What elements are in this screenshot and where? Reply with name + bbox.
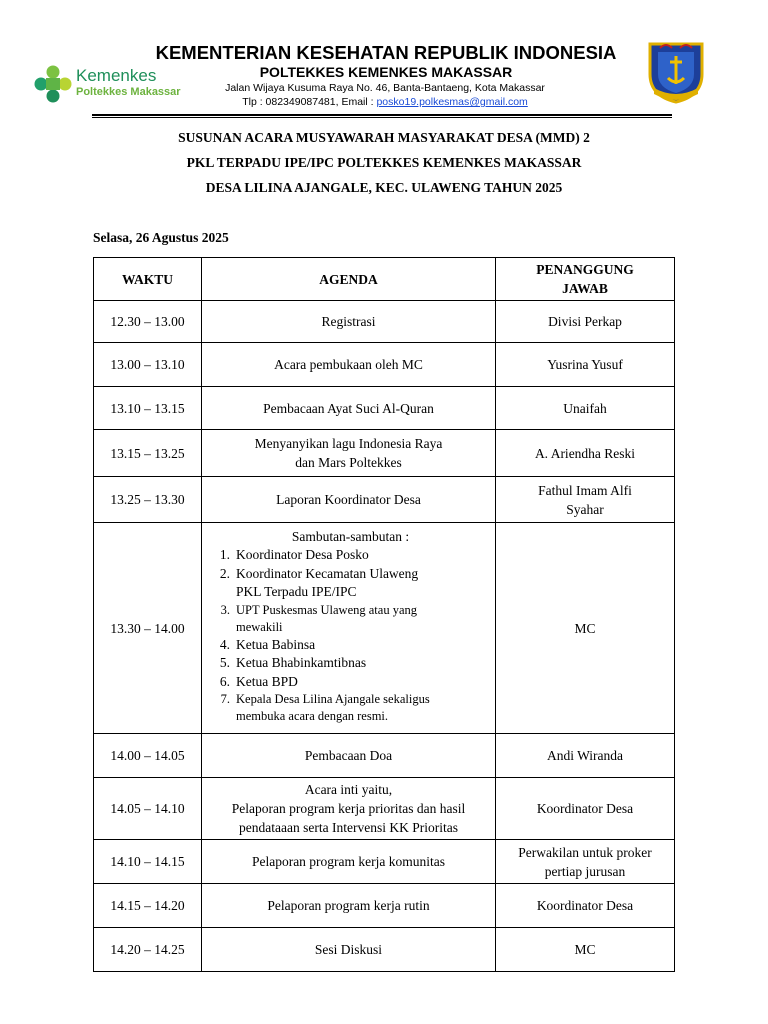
agenda-cell: Sesi Diskusi <box>202 928 496 972</box>
pic-cell: A. Ariendha Reski <box>496 430 675 477</box>
header-pic-line-2: JAWAB <box>562 281 608 296</box>
pic-cell: Unaifah <box>496 387 675 430</box>
header-pic-line-1: PENANGGUNG <box>536 262 634 277</box>
letterhead-rule-thin <box>92 117 672 118</box>
kemenkes-cross-icon <box>32 64 74 104</box>
list-item <box>210 636 491 655</box>
document-title-line-2: PKL TERPADU IPE/IPC POLTEKKES KEMENKES MAKASSAR <box>186 155 582 170</box>
pic-cell: Koordinator Desa <box>496 884 675 928</box>
agenda-cell: Laporan Koordinator Desa <box>202 477 496 523</box>
agenda-cell <box>202 430 496 477</box>
list-text: mewakili <box>236 619 283 634</box>
sambutan-list <box>210 546 491 725</box>
header-agenda: AGENDA <box>202 258 496 301</box>
agenda-cell: Pelaporan program kerja komunitas <box>202 840 496 884</box>
event-date: Selasa, 26 Agustus 2025 <box>93 230 229 245</box>
list-text: Ketua BPD <box>236 673 298 689</box>
time-cell: 12.30 – 13.00 <box>94 301 202 343</box>
time-cell: 13.00 – 13.10 <box>94 343 202 387</box>
institution-address: Jalan Wijaya Kusuma Raya No. 46, Banta-Bantaeng, Kota Makassar <box>225 82 545 94</box>
pic-cell: Andi Wiranda <box>496 734 675 778</box>
table-row <box>94 884 675 928</box>
time-cell: 13.30 – 14.00 <box>94 523 202 734</box>
letterhead-rule-thick <box>92 114 672 116</box>
agenda-cell <box>202 778 496 840</box>
pic-line: pertiap jurusan <box>544 863 626 879</box>
agenda-line: Acara inti yaitu, <box>304 782 393 797</box>
table-row <box>94 778 675 840</box>
institution-contact <box>195 96 575 108</box>
agenda-cell <box>202 523 496 734</box>
agenda-line: pendataaan serta Intervensi KK Prioritas <box>239 820 458 835</box>
pic-line: Fathul Imam Alfi <box>538 482 632 498</box>
agenda-line: dan Mars Poltekkes <box>295 455 402 470</box>
list-number: 1. <box>219 547 230 562</box>
schedule-table <box>93 257 675 972</box>
table-row <box>94 840 675 884</box>
table-row <box>94 343 675 387</box>
contact-email-link[interactable]: posko19.polkesmas@gmail.com <box>376 96 528 108</box>
header-waktu: WAKTU <box>94 258 202 301</box>
time-cell: 13.15 – 13.25 <box>94 430 202 477</box>
agenda-line: Menyanyikan lagu Indonesia Raya <box>254 436 443 451</box>
logo-wordmark: Kemenkes <box>76 66 157 85</box>
pic-cell: Yusrina Yusuf <box>496 343 675 387</box>
header-penanggung-jawab <box>496 258 675 301</box>
regency-emblem-icon <box>644 38 708 104</box>
agenda-cell: Pembacaan Doa <box>202 734 496 778</box>
time-cell: 14.05 – 14.10 <box>94 778 202 840</box>
list-item <box>210 565 491 602</box>
ministry-name: KEMENTERIAN KESEHATAN REPUBLIK INDONESIA <box>155 42 617 63</box>
list-text: Koordinator Desa Posko <box>236 547 369 562</box>
agenda-list-title: Sambutan-sambutan : <box>291 529 410 544</box>
list-number: 2. <box>219 565 230 581</box>
pic-cell <box>496 840 675 884</box>
time-cell: 14.15 – 14.20 <box>94 884 202 928</box>
agenda-cell: Pembacaan Ayat Suci Al-Quran <box>202 387 496 430</box>
contact-phone: Tlp : 082349087481, Email : <box>242 96 377 108</box>
agenda-cell: Pelaporan program kerja rutin <box>202 884 496 928</box>
pic-cell <box>496 477 675 523</box>
list-number: 3. <box>220 602 230 617</box>
list-item <box>210 654 491 673</box>
list-item <box>210 546 491 565</box>
list-item <box>210 691 491 725</box>
time-cell: 14.20 – 14.25 <box>94 928 202 972</box>
table-row <box>94 477 675 523</box>
document-title-line-3: DESA LILINA AJANGALE, KEC. ULAWENG TAHUN 2025 <box>205 180 563 195</box>
pic-cell: MC <box>496 523 675 734</box>
time-cell: 13.10 – 13.15 <box>94 387 202 430</box>
table-row <box>94 734 675 778</box>
agenda-cell: Registrasi <box>202 301 496 343</box>
table-row <box>94 430 675 477</box>
institution-name: POLTEKKES KEMENKES MAKASSAR <box>259 64 513 80</box>
list-text: Ketua Babinsa <box>236 636 316 652</box>
pic-cell: Koordinator Desa <box>496 778 675 840</box>
list-item <box>210 602 491 636</box>
table-row <box>94 928 675 972</box>
table-header-row <box>94 258 675 301</box>
time-cell: 14.10 – 14.15 <box>94 840 202 884</box>
logo-subtitle: Poltekkes Makassar <box>76 86 181 98</box>
list-number: 6. <box>219 673 230 689</box>
list-text: UPT Puskesmas Ulaweng atau yang <box>236 602 417 617</box>
list-text: Koordinator Kecamatan Ulaweng <box>236 565 419 581</box>
table-row <box>94 523 675 734</box>
time-cell: 14.00 – 14.05 <box>94 734 202 778</box>
list-text: membuka acara dengan resmi. <box>236 709 389 723</box>
pic-line: Syahar <box>566 501 604 517</box>
pic-cell: Divisi Perkap <box>496 301 675 343</box>
table-row <box>94 301 675 343</box>
list-text: Ketua Bhabinkamtibnas <box>236 655 367 670</box>
list-text: Kepala Desa Lilina Ajangale sekaligus <box>236 692 430 706</box>
pic-line: Perwakilan untuk proker <box>518 844 652 860</box>
time-cell: 13.25 – 13.30 <box>94 477 202 523</box>
list-number: 4. <box>219 636 230 652</box>
agenda-line: Pelaporan program kerja prioritas dan hasil <box>231 801 466 816</box>
pic-cell: MC <box>496 928 675 972</box>
list-number: 7. <box>220 692 230 706</box>
list-text: PKL Terpadu IPE/IPC <box>236 584 357 599</box>
document-title-line-1: SUSUNAN ACARA MUSYAWARAH MASYARAKAT DESA (MMD) 2 <box>178 130 590 145</box>
list-item <box>210 673 491 692</box>
table-row <box>94 387 675 430</box>
agenda-cell: Acara pembukaan oleh MC <box>202 343 496 387</box>
list-number: 5. <box>219 655 230 670</box>
